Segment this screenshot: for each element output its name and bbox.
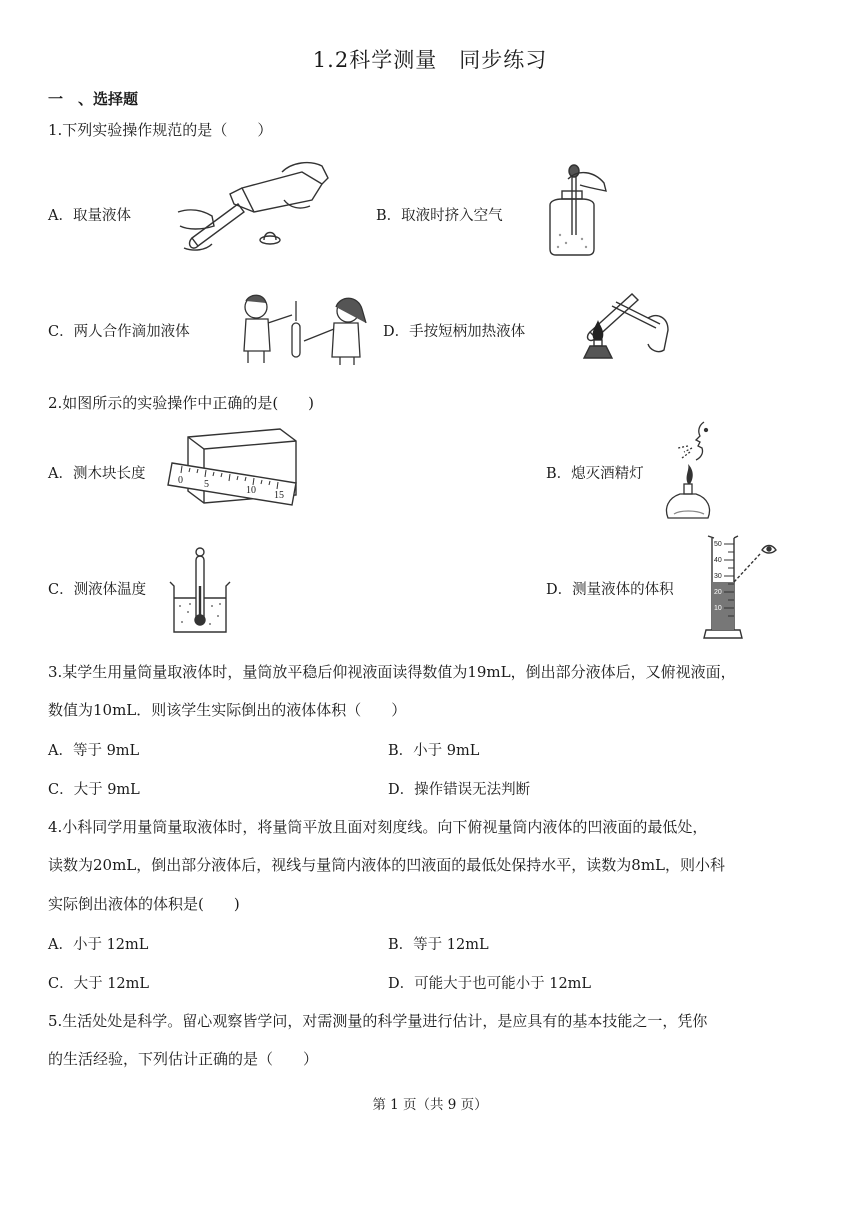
q2-option-d[interactable]: D．测量液体的体积 <box>546 582 674 598</box>
question-3-stem-line-1: 3.某学生用量筒量取液体时，量筒放平稳后仰视液面读得数值为19mL，倒出部分液体后，又俯视液面， <box>48 663 736 681</box>
question-5-stem-line-1: 5.生活处处是科学。留心观察皆学问，对需测量的科学量进行估计，是应具有的基本技能之一，凭你 <box>48 1012 708 1030</box>
q1-option-c[interactable]: C．两人合作滴加液体 <box>48 324 190 340</box>
q3-option-c[interactable]: C．大于 9mL <box>48 782 140 798</box>
question-5-stem-line-2: 的生活经验，下列估计正确的是（ ） <box>48 1050 319 1068</box>
question-1-stem: 1.下列实验操作规范的是（ ） <box>48 121 273 139</box>
question-4-stem-line-1: 4.小科同学用量筒量取液体时，将量筒平放且面对刻度线。向下俯视量筒内液体的凹液面的最低处， <box>48 818 708 836</box>
graduated-cylinder-figure <box>700 532 790 642</box>
q1-option-d[interactable]: D．手按短柄加热液体 <box>383 324 526 340</box>
q3-option-b[interactable]: B．小于 9mL <box>388 743 480 759</box>
ruler-tick-label: 10 <box>246 485 256 496</box>
ruler-tick-label: 5 <box>204 479 209 490</box>
q4-option-b[interactable]: B．等于 12mL <box>388 937 489 953</box>
ruler-tick-label: 0 <box>178 475 183 486</box>
q3-option-a[interactable]: A．等于 9mL <box>48 743 140 759</box>
q4-option-d[interactable]: D．可能大于也可能小于 12mL <box>388 976 592 992</box>
section-heading: 一 、选择题 <box>48 90 139 108</box>
cylinder-tick-label: 10 <box>714 605 722 612</box>
q4-option-c[interactable]: C．大于 12mL <box>48 976 150 992</box>
q1-option-a[interactable]: A．取量液体 <box>48 208 131 224</box>
dropper-in-bottle-figure <box>538 165 608 257</box>
q2-option-c[interactable]: C．测液体温度 <box>48 582 147 598</box>
cylinder-tick-label: 30 <box>714 573 722 580</box>
q4-option-a[interactable]: A．小于 12mL <box>48 937 149 953</box>
q3-option-d[interactable]: D．操作错误无法判断 <box>388 782 531 798</box>
page-footer: 第 1 页（共 9 页） <box>372 1097 488 1113</box>
question-4-stem-line-3: 实际倒出液体的体积是( ) <box>48 895 240 913</box>
question-4-stem-line-2: 读数为20mL，倒出部分液体后，视线与量筒内液体的凹液面的最低处保持水平，读数为8mL，则小科 <box>48 856 726 874</box>
question-3-stem-line-2: 数值为10mL．则该学生实际倒出的液体体积（ ） <box>48 701 407 719</box>
q1-option-b[interactable]: B．取液时挤入空气 <box>376 208 503 224</box>
pouring-liquid-figure <box>172 160 332 260</box>
q2-option-b[interactable]: B．熄灭酒精灯 <box>546 466 644 482</box>
ruler-tick-label: 15 <box>274 490 284 501</box>
ruler-on-block-figure <box>168 425 303 507</box>
page-title: 1.2科学测量 同步练习 <box>312 48 548 72</box>
two-people-dropping-figure <box>236 293 376 365</box>
cylinder-tick-label: 40 <box>714 557 722 564</box>
cylinder-tick-label: 20 <box>714 589 722 596</box>
blowing-out-lamp-figure <box>660 418 730 526</box>
cylinder-tick-label: 50 <box>714 541 722 548</box>
question-2-stem: 2.如图所示的实验操作中正确的是( ) <box>48 394 315 412</box>
heating-test-tube-figure <box>572 288 672 368</box>
thermometer-in-beaker-figure <box>164 546 236 636</box>
q2-option-a[interactable]: A．测木块长度 <box>48 466 146 482</box>
